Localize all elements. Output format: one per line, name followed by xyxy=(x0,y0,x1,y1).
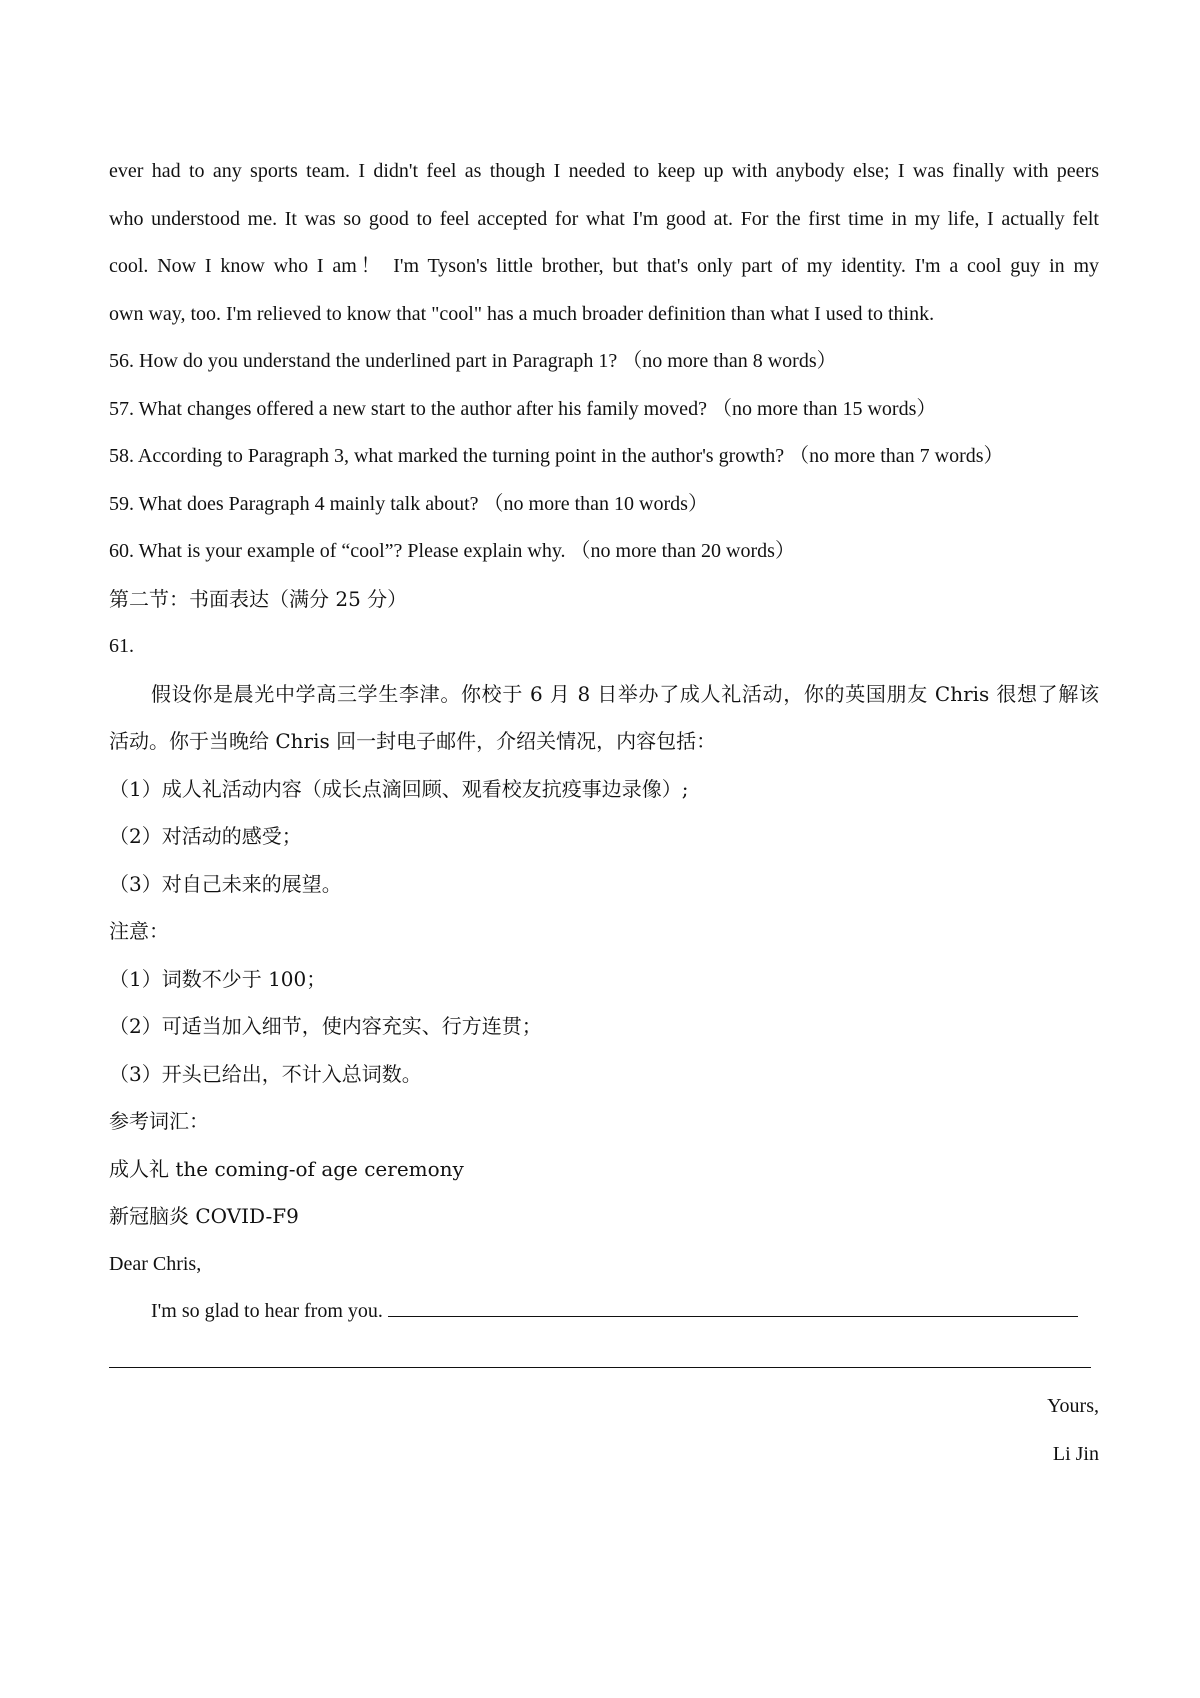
passage-line: ever had to any sports team. I didn't feel as though I needed to keep up with anybody else; I was finally with peers xyxy=(109,160,1099,182)
prompt-item: （3）对自己未来的展望。 xyxy=(109,871,342,896)
note-item: （1）词数不少于 100； xyxy=(109,966,327,991)
vocabulary-heading: 参考词汇： xyxy=(109,1109,209,1133)
prompt-item: （1）成人礼活动内容（成长点滴回顾、观看校友抗疫事边录像）; xyxy=(109,776,689,801)
question-59: 59. What does Paragraph 4 mainly talk about? （no more than 10 words） xyxy=(109,492,708,515)
question-58: 58. According to Paragraph 3, what marked the turning point in the author's growth? （no more than 7 words） xyxy=(109,445,1004,467)
question-57: 57. What changes offered a new start to the author after his family moved? （no more than 15 words） xyxy=(109,397,937,420)
exam-page xyxy=(109,148,1099,1478)
question-56: 56. How do you understand the underlined part in Paragraph 1? （no more than 8 words） xyxy=(109,350,837,372)
vocabulary-item: 新冠脑炎 COVID-F9 xyxy=(109,1204,299,1228)
answer-blank[interactable] xyxy=(388,1296,1078,1317)
notes-heading: 注意： xyxy=(109,919,169,943)
prompt-content-list xyxy=(109,766,1099,909)
vocabulary-item: 成人礼 the coming-of age ceremony xyxy=(109,1156,464,1181)
prompt-line: 活动。你于当晚给 Chris 回一封电子邮件，介绍关情况，内容包括： xyxy=(109,729,717,753)
passage-line: own way, too. I'm relieved to know that "cool" has a much broader definition than what I used to think. xyxy=(109,302,935,325)
letter-opening: I'm so glad to hear from you. xyxy=(151,1300,383,1322)
letter xyxy=(109,1241,1099,1479)
question-list xyxy=(109,338,1099,576)
prompt-item: （2）对活动的感受； xyxy=(109,824,302,848)
writing-prompt xyxy=(109,671,1099,766)
vocabulary-section xyxy=(109,1098,1099,1241)
note-item: （3）开头已给出，不计入总词数。 xyxy=(109,1061,422,1086)
question-61-number: 61. xyxy=(109,635,134,657)
letter-opening-line xyxy=(109,1288,1099,1336)
section-heading: 第二节：书面表达（满分 25 分） xyxy=(109,586,408,611)
passage-line: cool. Now I know who I am！ I'm Tyson's little brother, but that's only part of my identity. I'm a cool guy in my xyxy=(109,255,1099,277)
passage-line: who understood me. It was so good to feel accepted for what I'm good at. For the first time in my life, I actually felt xyxy=(109,207,1099,230)
letter-closing: Yours, xyxy=(1047,1395,1099,1417)
question-60: 60. What is your example of “cool”? Please explain why. （no more than 20 words） xyxy=(109,540,795,562)
prompt-line: 假设你是晨光中学高三学生李津。你校于 6 月 8 日举办了成人礼活动，你的英国朋友 Chris 很想了解该 xyxy=(151,681,1099,706)
notes-section xyxy=(109,908,1099,1098)
letter-signature: Li Jin xyxy=(1052,1442,1099,1465)
answer-blank-line[interactable] xyxy=(109,1336,1099,1384)
reading-passage-end xyxy=(109,148,1099,338)
note-item: （2）可适当加入细节，使内容充实、行方连贯； xyxy=(109,1014,542,1038)
letter-salutation: Dear Chris, xyxy=(109,1252,202,1275)
